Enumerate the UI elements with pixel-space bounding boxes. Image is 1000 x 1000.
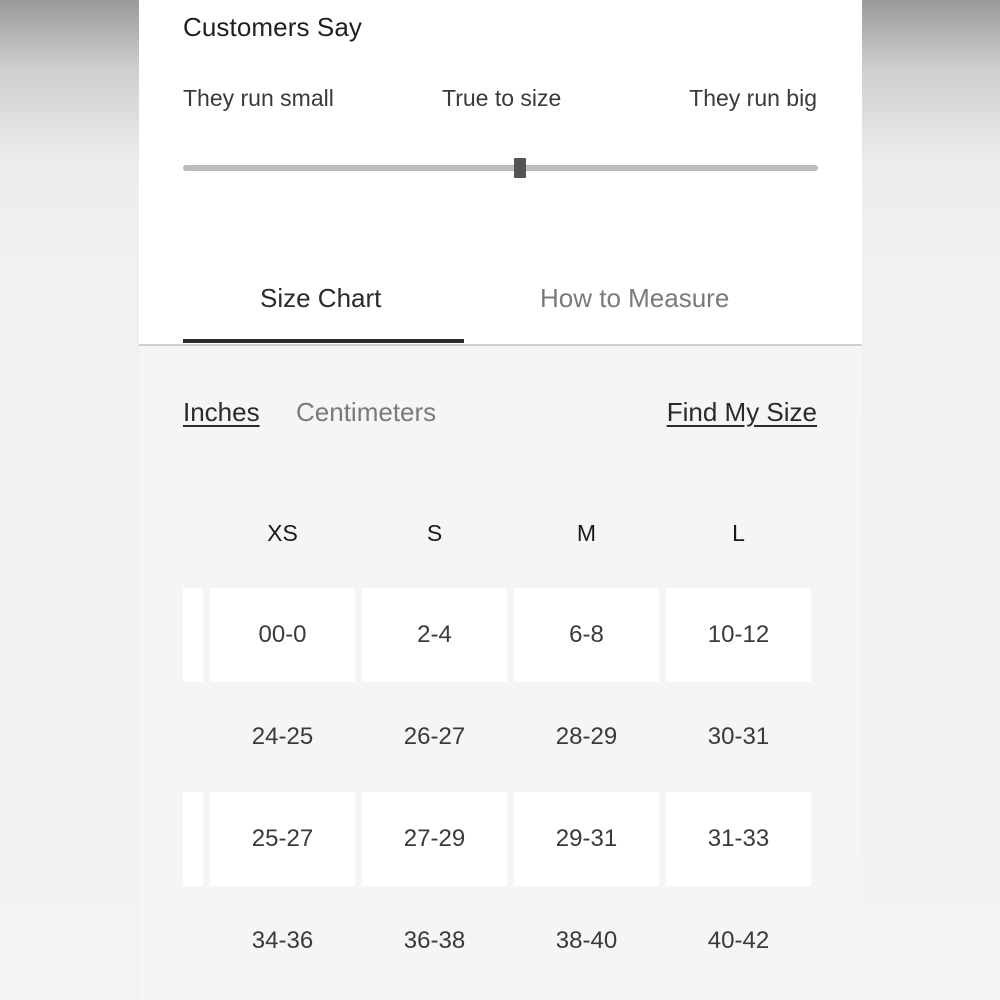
fit-label-true: True to size [442,85,562,111]
table-cell: 34-36 [251,927,314,954]
size-header-s: S [426,520,443,546]
active-tab-indicator [183,339,464,343]
table-cell: 40-42 [707,927,770,954]
table-cell: 36-38 [403,927,466,954]
table-cell: 28-29 [555,723,618,750]
table-cell: 2-4 [362,588,507,682]
tab-size-chart[interactable]: Size Chart [260,283,382,313]
table-cell: 30-31 [707,723,770,750]
row-label-stub [183,792,203,886]
tab-how-to-measure[interactable]: How to Measure [540,283,730,313]
find-my-size-link[interactable]: Find My Size [666,397,817,427]
unit-toggle-centimeters[interactable]: Centimeters [296,397,437,427]
unit-toggle-inches[interactable]: Inches [183,397,260,427]
table-cell: 25-27 [210,792,355,886]
table-cell: 6-8 [514,588,659,682]
table-cell: 38-40 [555,927,618,954]
fit-scale-track [183,165,818,171]
table-cell: 31-33 [666,792,811,886]
fit-label-big: They run big [689,85,817,111]
fit-label-small: They run small [183,85,334,111]
size-guide-panel [139,0,862,1000]
table-cell: 10-12 [666,588,811,682]
row-label-stub [183,588,203,682]
table-cell: 00-0 [210,588,355,682]
tabs-divider [139,344,862,346]
table-cell: 26-27 [403,723,466,750]
table-cell: 24-25 [251,723,314,750]
table-cell: 27-29 [362,792,507,886]
size-header-m: M [576,520,597,546]
size-header-xs: XS [267,520,298,546]
size-header-l: L [732,520,745,546]
table-cell: 29-31 [514,792,659,886]
customers-say-section [139,0,862,345]
customers-say-title: Customers Say [183,12,363,42]
fit-scale-marker [514,158,526,178]
